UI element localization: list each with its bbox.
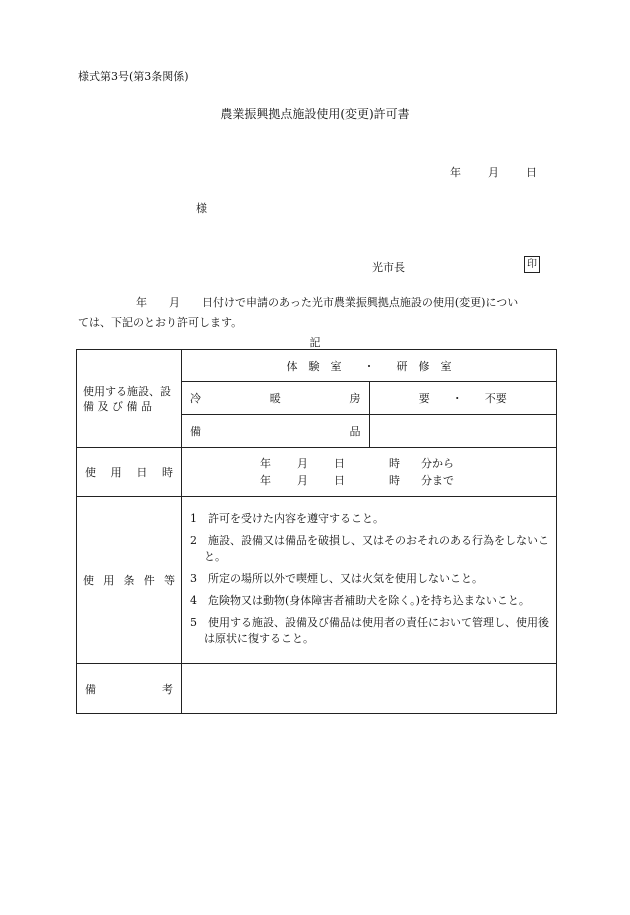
conditions-label-cell	[77, 497, 182, 664]
remarks-label-char: 備	[85, 682, 96, 696]
date-from-row	[182, 455, 556, 472]
body-line-1: 年 月 日付けで申請のあった光市農業振興拠点施設の使用(変更)につい	[136, 296, 519, 309]
permit-table	[76, 349, 557, 714]
condition-item: 3 所定の場所以外で喫煙し、又は火気を使用しないこと。	[190, 571, 483, 585]
equipment-label-cell	[182, 415, 370, 448]
date-label-char: 用	[110, 466, 122, 479]
heating-label-char: 冷	[190, 392, 201, 405]
from-hour: 時	[389, 457, 400, 470]
document-title: 農業振興拠点施設使用(変更)許可書	[220, 107, 410, 121]
issuer-name: 光市長	[372, 261, 405, 274]
equipment-label-char: 備	[190, 425, 201, 438]
issue-date-line	[450, 164, 537, 180]
remarks-value-cell	[182, 664, 557, 714]
heating-label-char: 暖	[269, 392, 281, 405]
conditions-label-char: 用	[103, 574, 115, 587]
heating-label-char: 房	[349, 392, 361, 405]
body-line-2: ては、下記のとおり許可します。	[78, 316, 243, 329]
from-year: 年	[260, 457, 271, 470]
to-minute: 分まで	[421, 474, 454, 487]
to-hour: 時	[389, 474, 400, 487]
date-day-label: 日	[526, 166, 537, 179]
addressee-honorific: 様	[196, 202, 207, 215]
date-label-char: 使	[85, 466, 96, 479]
date-to-row	[182, 472, 556, 489]
facility-label-line-1: 使用する施設、設	[83, 384, 171, 398]
condition-item: 1 許可を受けた内容を遵守すること。	[190, 511, 384, 525]
date-label-char: 日	[136, 466, 148, 479]
date-label-char: 時	[161, 466, 173, 479]
to-day: 日	[334, 474, 345, 487]
to-year: 年	[260, 474, 271, 487]
form-number: 様式第3号(第3条関係)	[78, 70, 189, 83]
conditions-label-char: 条	[123, 574, 135, 587]
ki-heading: 記	[309, 336, 321, 349]
to-month: 月	[297, 474, 308, 487]
remarks-label-char: 考	[162, 682, 173, 696]
rooms-cell: 体 験 室 ・ 研 修 室	[182, 350, 557, 382]
equipment-label-char: 品	[349, 425, 361, 438]
condition-item: 4 危険物又は動物(身体障害者補助犬を除く。)を持ち込まないこと。	[190, 593, 530, 607]
from-minute: 分から	[421, 457, 454, 470]
remarks-label-cell	[77, 664, 182, 714]
conditions-label-char: 件	[143, 574, 155, 587]
condition-item: 2 施設、設備又は備品を破損し、又はそのおそれのある行為をしないこと。	[190, 533, 549, 563]
seal-mark: 印	[524, 256, 540, 273]
conditions-label-char: 使	[83, 574, 94, 587]
conditions-list	[182, 511, 556, 647]
facility-label-cell	[77, 350, 182, 448]
conditions-label-char: 等	[164, 574, 175, 587]
from-day: 日	[334, 457, 345, 470]
facility-label-line-2: 備 及 び 備 品	[83, 399, 152, 413]
date-value-cell	[182, 448, 557, 497]
date-year-label: 年	[450, 166, 461, 179]
condition-item: 5 使用する施設、設備及び備品は使用者の責任において管理し、使用後は原状に復すること。	[190, 615, 549, 645]
conditions-cell	[182, 497, 557, 664]
equipment-value-cell	[369, 415, 557, 448]
heating-label-cell	[182, 382, 370, 415]
heating-value-cell: 要 ・ 不要	[369, 382, 557, 415]
body-text	[78, 293, 558, 333]
date-month-label: 月	[488, 166, 499, 179]
from-month: 月	[297, 457, 308, 470]
date-label-cell	[77, 448, 182, 497]
